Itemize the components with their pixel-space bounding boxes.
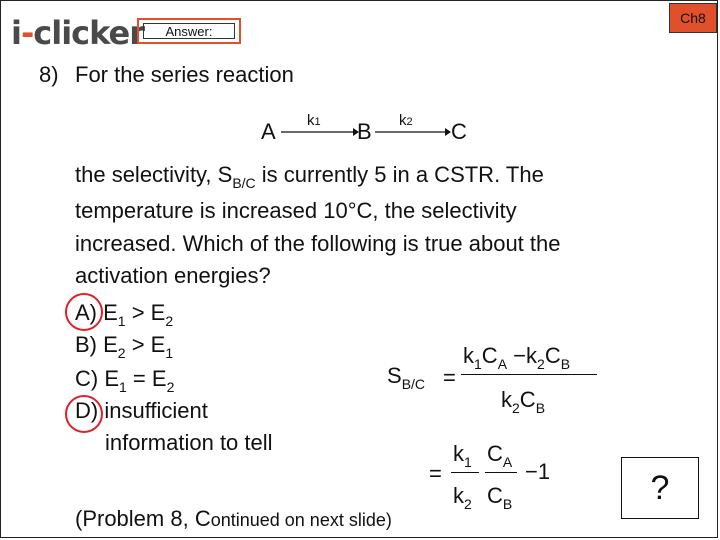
question-line-4: activation energies? [75,263,271,288]
formula-cb: $C_B$ [487,483,513,512]
question-line-2: temperature is increased 10°C, the selectivity [75,198,517,223]
formula-denominator: $k_2C_B$ [501,387,546,416]
answer-label: Answer: [143,23,235,39]
formula-k1: $k_1$ [453,441,472,470]
option-d[interactable]: D) insufficient [75,398,208,423]
answer-box [137,18,241,44]
question-line-1: the selectivity, $S_{B/C}$ is currently 5 in a CSTR. The [75,162,544,191]
option-d-circle [65,395,103,433]
rate-constant-k2: k2 [399,112,413,129]
question-mark-box: ? [621,457,699,519]
fraction-bar-1 [461,374,597,375]
rate-constant-k1: k1 [307,112,321,129]
species-c: C [451,119,467,144]
option-d-line-2: information to tell [105,430,273,455]
species-b: B [357,119,372,144]
option-b[interactable]: B) $E_2 > E_1$ [75,332,174,361]
fraction-bar-3 [485,472,517,473]
question-line-3: increased. Which of the following is true about the [75,231,561,256]
formula-k2: $k_2$ [453,483,472,512]
iclicker-logo: i-clicker [11,14,145,52]
question-intro: For the series reaction [75,62,294,87]
question-number: 8) [39,62,59,87]
footer-note: (Problem 8, Continued on next slide) [75,506,392,531]
option-a-circle [65,293,103,331]
option-a[interactable]: A) $E_1 > E_2$ [75,300,174,329]
fraction-bar-2 [451,472,479,473]
formula-minus-one: −1 [525,459,551,484]
chapter-badge: Ch8 [669,3,717,33]
species-a: A [261,119,276,144]
formula-equals-2: = [429,461,442,486]
formula-lhs: $S_{B/C}$ [387,363,426,392]
formula-numerator: $k_1C_A -k_2C_B$ [463,343,571,372]
formula-ca: $C_A$ [487,441,513,470]
reaction-scheme [261,111,481,151]
option-c[interactable]: C) $E_1 = E_2$ [75,366,175,395]
formula-equals-1: = [443,365,456,390]
